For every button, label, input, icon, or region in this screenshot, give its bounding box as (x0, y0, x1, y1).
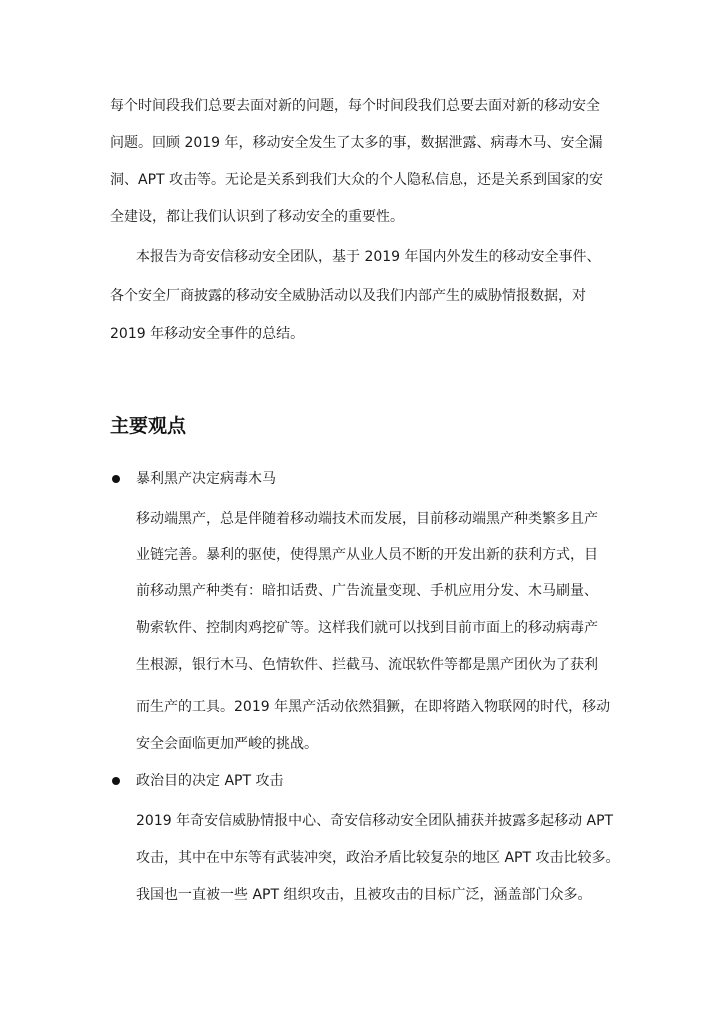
bullet-dot-icon (112, 777, 120, 785)
intro-paragraph1-line: 全建设，都让我们认识到了移动安全的重要性。 (110, 209, 404, 225)
section-heading: 主要观点 (110, 415, 187, 437)
point-body-line: 而生产的工具。2019 年黑产活动依然猖獗，在即将踏入物联网的时代，移动 (136, 699, 611, 715)
intro-paragraph2-line: 本报告为奇安信移动安全团队，基于 2019 年国内外发生的移动安全事件、 (136, 249, 601, 265)
point-body-line: 前移动黑产种类有：暗扣话费、广告流量变现、手机应用分发、木马刷量、 (136, 583, 598, 599)
point-body-line: 生根源，银行木马、色情软件、拦截马、流氓软件等都是黑产团伙为了获利 (136, 657, 598, 673)
intro-paragraph2-line: 各个安全厂商披露的移动安全威胁活动以及我们内部产生的威胁情报数据，对 (110, 288, 586, 304)
point-body-line: 移动端黑产，总是伴随着移动端技术而发展，目前移动端黑产种类繁多且产 (136, 511, 598, 527)
point-title: 政治目的决定 APT 攻击 (136, 773, 284, 789)
point-body-line: 我国也一直被一些 APT 组织攻击，且被攻击的目标广泛，涵盖部门众多。 (136, 887, 592, 903)
point-body-line: 业链完善。暴利的驱使，使得黑产从业人员不断的开发出新的获利方式，目 (136, 547, 598, 563)
point-body-line: 2019 年奇安信威胁情报中心、奇安信移动安全团队捕获并披露多起移动 APT (136, 813, 614, 829)
intro-paragraph1-line: 每个时间段我们总要去面对新的问题，每个时间段我们总要去面对新的移动安全 (110, 98, 600, 114)
intro-paragraph1-line: 问题。回顾 2019 年，移动安全发生了太多的事，数据泄露、病毒木马、安全漏 (110, 135, 603, 151)
intro-paragraph2-line: 2019 年移动安全事件的总结。 (110, 326, 305, 342)
bullet-dot-icon (112, 475, 120, 483)
intro-paragraph1-line: 洞、APT 攻击等。无论是关系到我们大众的个人隐私信息，还是关系到国家的安 (110, 172, 604, 188)
point-title: 暴利黑产决定病毒木马 (136, 471, 276, 487)
point-body-line: 攻击，其中在中东等有武装冲突，政治矛盾比较复杂的地区 APT 攻击比较多。 (136, 850, 620, 866)
point-body-line: 勒索软件、控制肉鸡挖矿等。这样我们就可以找到目前市面上的移动病毒产 (136, 620, 598, 636)
point-body-line: 安全会面临更加严峻的挑战。 (136, 736, 318, 752)
